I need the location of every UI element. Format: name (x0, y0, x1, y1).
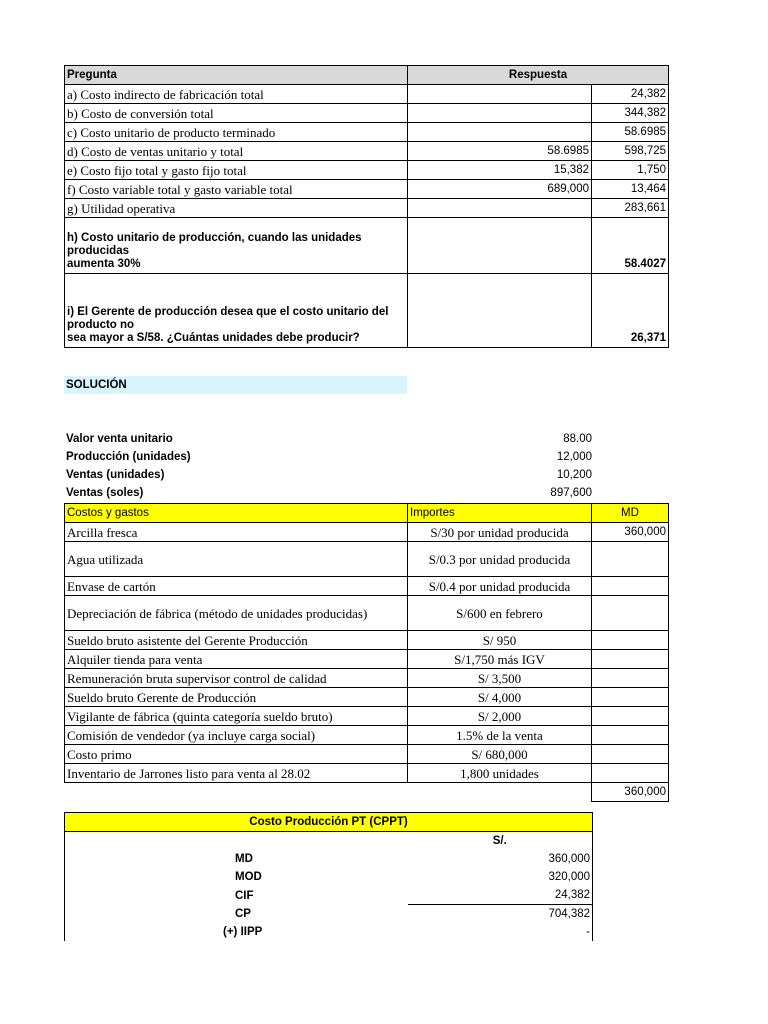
param-row (64, 430, 594, 448)
cppt-currency: S/. (408, 832, 593, 851)
cost-row (65, 650, 669, 669)
cost-md (592, 577, 669, 596)
cppt-row (65, 905, 593, 924)
cost-row (65, 523, 669, 542)
question-value-2: 13,464 (592, 180, 669, 199)
cost-md (592, 542, 669, 577)
cost-concept: Remuneración bruta supervisor control de calidad (65, 669, 408, 688)
question-label: a) Costo indirecto de fabricación total (65, 85, 408, 104)
cppt-row (65, 886, 593, 905)
cppt-label: MD (65, 850, 408, 868)
cost-importe: S/30 por unidad producida (408, 523, 592, 542)
solucion-heading: SOLUCIÓN (64, 376, 407, 394)
question-i-label: i) El Gerente de producción desea que el costo unitario del producto no sea mayor a S/58. ¿Cuántas unidades debe producir? (65, 274, 408, 348)
cost-concept: Alquiler tienda para venta (65, 650, 408, 669)
param-row (64, 484, 594, 502)
question-value-1 (408, 199, 592, 218)
question-value-1: 15,382 (408, 161, 592, 180)
cost-concept: Costo primo (65, 745, 408, 764)
param-label: Producción (unidades) (66, 451, 191, 463)
question-i-v1 (408, 274, 592, 348)
cost-md: 360,000 (592, 523, 669, 542)
cppt-value: 320,000 (408, 868, 593, 886)
param-value: 12,000 (556, 451, 592, 463)
costs-header-importes: Importes (408, 504, 592, 523)
cost-md (592, 764, 669, 783)
cppt-value: 24,382 (408, 886, 593, 905)
cppt-table (64, 812, 593, 941)
cppt-currency-row (65, 832, 593, 851)
question-row (65, 123, 669, 142)
cost-row (65, 745, 669, 764)
question-row (65, 85, 669, 104)
cost-md (592, 669, 669, 688)
params-table (64, 430, 594, 502)
question-label: d) Costo de ventas unitario y total (65, 142, 408, 161)
question-value-2: 24,382 (592, 85, 669, 104)
cppt-row (65, 850, 593, 868)
cost-md (592, 707, 669, 726)
question-h-v1 (408, 218, 592, 274)
pregunta-header: Pregunta (65, 66, 408, 85)
question-row (65, 104, 669, 123)
cost-md (592, 745, 669, 764)
question-label: f) Costo variable total y gasto variable total (65, 180, 408, 199)
param-value: 897,600 (550, 487, 592, 499)
cost-row (65, 631, 669, 650)
param-label: Ventas (unidades) (66, 469, 165, 481)
question-h-value: 58.4027 (592, 218, 669, 274)
question-row (65, 199, 669, 218)
question-row-h (65, 218, 669, 274)
question-value-2: 283,661 (592, 199, 669, 218)
cost-concept: Inventario de Jarrones listo para venta al 28.02 (65, 764, 408, 783)
cppt-label: MOD (65, 868, 408, 886)
cppt-title-row (65, 813, 593, 832)
question-value-1 (408, 85, 592, 104)
cppt-row (65, 868, 593, 886)
costs-table (64, 503, 669, 802)
cost-importe: S/0.3 por unidad producida (408, 542, 592, 577)
cost-concept: Sueldo bruto Gerente de Producción (65, 688, 408, 707)
question-row-i (65, 274, 669, 348)
question-label: b) Costo de conversión total (65, 104, 408, 123)
question-row (65, 142, 669, 161)
cost-concept: Envase de cartón (65, 577, 408, 596)
question-value-1 (408, 104, 592, 123)
cost-row (65, 764, 669, 783)
question-value-2: 58.6985 (592, 123, 669, 142)
param-label: Valor venta unitario (66, 433, 173, 445)
param-value: 10,200 (556, 469, 592, 481)
question-value-1 (408, 123, 592, 142)
costs-header-md: MD (592, 504, 669, 523)
cppt-value: - (408, 923, 593, 941)
cost-row (65, 542, 669, 577)
cost-row (65, 688, 669, 707)
cost-concept: Comisión de vendedor (ya incluye carga social) (65, 726, 408, 745)
cost-row (65, 707, 669, 726)
cost-row (65, 726, 669, 745)
cost-row (65, 596, 669, 631)
param-row (64, 448, 594, 466)
cost-row (65, 669, 669, 688)
cost-concept: Arcilla fresca (65, 523, 408, 542)
cost-importe: S/1,750 más IGV (408, 650, 592, 669)
costs-header-concept: Costos y gastos (65, 504, 408, 523)
questions-header-row (65, 66, 669, 85)
cost-importe: S/0.4 por unidad producida (408, 577, 592, 596)
cost-md (592, 688, 669, 707)
cost-concept: Agua utilizada (65, 542, 408, 577)
cost-importe: 1.5% de la venta (408, 726, 592, 745)
costs-total-row (65, 783, 669, 802)
question-row (65, 180, 669, 199)
question-value-2: 1,750 (592, 161, 669, 180)
question-value-2: 344,382 (592, 104, 669, 123)
cost-md (592, 726, 669, 745)
param-row (64, 466, 594, 484)
question-value-1: 689,000 (408, 180, 592, 199)
cost-concept: Depreciación de fábrica (método de unidades producidas) (65, 596, 408, 631)
respuesta-header: Respuesta (408, 66, 669, 85)
cost-importe: S/ 2,000 (408, 707, 592, 726)
cost-importe: S/ 3,500 (408, 669, 592, 688)
question-row (65, 161, 669, 180)
cost-md (592, 650, 669, 669)
cost-importe: S/ 950 (408, 631, 592, 650)
cppt-row (65, 923, 593, 941)
cost-concept: Vigilante de fábrica (quinta categoría sueldo bruto) (65, 707, 408, 726)
param-label: Ventas (soles) (66, 487, 144, 499)
costs-header-row (65, 504, 669, 523)
cost-md (592, 631, 669, 650)
cppt-value: 360,000 (408, 850, 593, 868)
question-label: c) Costo unitario de producto terminado (65, 123, 408, 142)
costs-total-md: 360,000 (592, 783, 669, 802)
question-value-2: 598,725 (592, 142, 669, 161)
cost-importe: S/ 680,000 (408, 745, 592, 764)
question-i-value: 26,371 (592, 274, 669, 348)
param-value: 88.00 (563, 433, 592, 445)
question-h-label: h) Costo unitario de producción, cuando las unidades producidas aumenta 30% (65, 218, 408, 274)
cppt-label: CIF (65, 886, 408, 905)
cppt-value: 704,382 (408, 905, 593, 924)
cppt-label: CP (65, 905, 408, 924)
cost-md (592, 596, 669, 631)
cost-concept: Sueldo bruto asistente del Gerente Producción (65, 631, 408, 650)
cost-row (65, 577, 669, 596)
questions-table (64, 65, 669, 348)
question-value-1: 58.6985 (408, 142, 592, 161)
question-label: g) Utilidad operativa (65, 199, 408, 218)
cost-importe: S/ 4,000 (408, 688, 592, 707)
cost-importe: S/600 en febrero (408, 596, 592, 631)
cost-importe: 1,800 unidades (408, 764, 592, 783)
cppt-label: (+) IIPP (65, 923, 408, 941)
cppt-title: Costo Producción PT (CPPT) (65, 813, 593, 832)
question-label: e) Costo fijo total y gasto fijo total (65, 161, 408, 180)
